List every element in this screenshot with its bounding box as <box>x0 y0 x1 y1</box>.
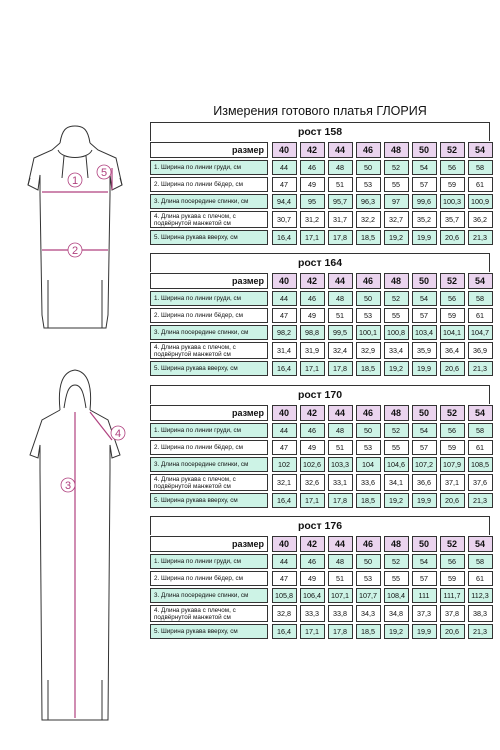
size-cell: 40 <box>272 536 297 552</box>
value-cell: 49 <box>300 177 325 192</box>
measurement-label: 2. Ширина по линии бёдер, см <box>150 308 268 323</box>
value-cell: 36,9 <box>468 342 493 359</box>
table-row <box>150 159 490 176</box>
value-cell: 57 <box>412 177 437 192</box>
size-label: размер <box>150 405 268 421</box>
value-cell: 48 <box>328 423 353 438</box>
value-cell: 99,5 <box>328 325 353 340</box>
size-cell: 44 <box>328 536 353 552</box>
table-row <box>150 210 490 229</box>
size-cell: 48 <box>384 405 409 421</box>
value-cell: 32,9 <box>356 342 381 359</box>
value-cell: 54 <box>412 554 437 569</box>
value-cell: 96,3 <box>356 194 381 209</box>
marker-3-label: 3 <box>64 480 72 492</box>
value-cell: 56 <box>440 423 465 438</box>
size-table <box>150 385 490 509</box>
value-cell: 52 <box>384 291 409 306</box>
value-cell: 21,3 <box>468 361 493 376</box>
value-cell: 95,7 <box>328 194 353 209</box>
table-row <box>150 456 490 473</box>
value-cell: 19,9 <box>412 361 437 376</box>
value-cell: 51 <box>328 571 353 586</box>
value-cell: 18,5 <box>356 624 381 639</box>
measurement-label: 5. Ширина рукава вверху, см <box>150 624 268 639</box>
value-cell: 49 <box>300 571 325 586</box>
size-cell: 50 <box>412 273 437 289</box>
measurement-label: 5. Ширина рукава вверху, см <box>150 493 268 508</box>
marker-1-label: 1 <box>71 175 79 187</box>
value-cell: 47 <box>272 308 297 323</box>
value-cell: 31,7 <box>328 211 353 228</box>
value-cell: 19,9 <box>412 493 437 508</box>
value-cell: 31,4 <box>272 342 297 359</box>
value-cell: 108,4 <box>384 588 409 603</box>
measurement-label: 1. Ширина по линии груди, см <box>150 423 268 438</box>
size-cell: 48 <box>384 273 409 289</box>
value-cell: 48 <box>328 160 353 175</box>
value-cell: 107,7 <box>356 588 381 603</box>
value-cell: 57 <box>412 308 437 323</box>
value-cell: 19,9 <box>412 230 437 245</box>
size-cell: 46 <box>356 405 381 421</box>
size-header-row <box>150 272 490 290</box>
table-row <box>150 587 490 604</box>
value-cell: 32,6 <box>300 474 325 491</box>
measurement-label: 1. Ширина по линии груди, см <box>150 160 268 175</box>
value-cell: 36,2 <box>468 211 493 228</box>
table-row <box>150 307 490 324</box>
value-cell: 37,8 <box>440 605 465 622</box>
value-cell: 98,2 <box>272 325 297 340</box>
value-cell: 108,5 <box>468 457 493 472</box>
table-row <box>150 360 490 377</box>
height-heading: рост 170 <box>150 385 490 404</box>
value-cell: 54 <box>412 160 437 175</box>
size-cell: 42 <box>300 273 325 289</box>
size-cell: 52 <box>440 405 465 421</box>
value-cell: 100,1 <box>356 325 381 340</box>
table-row <box>150 229 490 246</box>
value-cell: 97 <box>384 194 409 209</box>
size-header-row <box>150 535 490 553</box>
value-cell: 100,8 <box>384 325 409 340</box>
value-cell: 21,3 <box>468 230 493 245</box>
size-cell: 42 <box>300 405 325 421</box>
value-cell: 36,4 <box>440 342 465 359</box>
size-cell: 48 <box>384 142 409 158</box>
value-cell: 100,3 <box>440 194 465 209</box>
marker-2-label: 2 <box>71 245 79 257</box>
value-cell: 53 <box>356 177 381 192</box>
measurement-label: 3. Длина посередине спинки, см <box>150 588 268 603</box>
value-cell: 53 <box>356 571 381 586</box>
value-cell: 44 <box>272 423 297 438</box>
value-cell: 46 <box>300 423 325 438</box>
value-cell: 19,2 <box>384 624 409 639</box>
size-header-row <box>150 404 490 422</box>
value-cell: 50 <box>356 554 381 569</box>
value-cell: 50 <box>356 160 381 175</box>
value-cell: 112,3 <box>468 588 493 603</box>
value-cell: 18,5 <box>356 230 381 245</box>
value-cell: 33,8 <box>328 605 353 622</box>
value-cell: 47 <box>272 177 297 192</box>
height-heading: рост 164 <box>150 253 490 272</box>
size-label: размер <box>150 142 268 158</box>
value-cell: 105,8 <box>272 588 297 603</box>
page-title: Измерения готового платья ГЛОРИЯ <box>213 104 427 118</box>
size-table <box>150 516 490 640</box>
table-row <box>150 439 490 456</box>
value-cell: 32,4 <box>328 342 353 359</box>
size-cell: 44 <box>328 273 353 289</box>
size-cell: 52 <box>440 273 465 289</box>
value-cell: 61 <box>468 308 493 323</box>
value-cell: 17,1 <box>300 361 325 376</box>
value-cell: 46 <box>300 291 325 306</box>
size-cell: 52 <box>440 536 465 552</box>
value-cell: 32,7 <box>384 211 409 228</box>
size-cell: 54 <box>468 405 493 421</box>
value-cell: 20,6 <box>440 230 465 245</box>
value-cell: 102 <box>272 457 297 472</box>
value-cell: 111,7 <box>440 588 465 603</box>
value-cell: 50 <box>356 291 381 306</box>
value-cell: 53 <box>356 440 381 455</box>
value-cell: 52 <box>384 423 409 438</box>
value-cell: 55 <box>384 440 409 455</box>
table-row <box>150 290 490 307</box>
size-header-row <box>150 141 490 159</box>
size-cell: 46 <box>356 142 381 158</box>
size-label: размер <box>150 273 268 289</box>
value-cell: 48 <box>328 554 353 569</box>
value-cell: 47 <box>272 440 297 455</box>
value-cell: 17,8 <box>328 361 353 376</box>
value-cell: 37,1 <box>440 474 465 491</box>
size-cell: 50 <box>412 536 437 552</box>
value-cell: 31,9 <box>300 342 325 359</box>
height-heading: рост 176 <box>150 516 490 535</box>
table-row <box>150 473 490 492</box>
value-cell: 52 <box>384 554 409 569</box>
size-cell: 46 <box>356 273 381 289</box>
measurement-label: 3. Длина посередине спинки, см <box>150 325 268 340</box>
value-cell: 17,8 <box>328 624 353 639</box>
measurement-label: 5. Ширина рукава вверху, см <box>150 361 268 376</box>
value-cell: 16,4 <box>272 624 297 639</box>
size-cell: 40 <box>272 142 297 158</box>
value-cell: 104 <box>356 457 381 472</box>
value-cell: 95 <box>300 194 325 209</box>
value-cell: 56 <box>440 160 465 175</box>
value-cell: 17,8 <box>328 493 353 508</box>
value-cell: 18,5 <box>356 361 381 376</box>
size-table <box>150 253 490 377</box>
table-row <box>150 422 490 439</box>
measurement-label: 3. Длина посередине спинки, см <box>150 194 268 209</box>
value-cell: 49 <box>300 440 325 455</box>
size-cell: 52 <box>440 142 465 158</box>
size-cell: 46 <box>356 536 381 552</box>
size-cell: 44 <box>328 405 353 421</box>
value-cell: 103,4 <box>412 325 437 340</box>
value-cell: 20,6 <box>440 624 465 639</box>
value-cell: 59 <box>440 177 465 192</box>
value-cell: 17,1 <box>300 230 325 245</box>
table-row <box>150 341 490 360</box>
value-cell: 34,8 <box>384 605 409 622</box>
dress-sketches <box>0 0 150 750</box>
measurement-label: 1. Ширина по линии груди, см <box>150 554 268 569</box>
table-row <box>150 623 490 640</box>
value-cell: 21,3 <box>468 493 493 508</box>
value-cell: 16,4 <box>272 493 297 508</box>
measurement-label: 4. Длина рукава с плечом, с подвёрнутой манжетой см <box>150 342 268 359</box>
measurement-label: 4. Длина рукава с плечом, с подвёрнутой манжетой см <box>150 211 268 228</box>
value-cell: 35,2 <box>412 211 437 228</box>
size-cell: 42 <box>300 536 325 552</box>
value-cell: 35,7 <box>440 211 465 228</box>
measurement-label: 2. Ширина по линии бёдер, см <box>150 177 268 192</box>
size-cell: 40 <box>272 405 297 421</box>
value-cell: 58 <box>468 291 493 306</box>
value-cell: 51 <box>328 177 353 192</box>
value-cell: 55 <box>384 308 409 323</box>
value-cell: 32,1 <box>272 474 297 491</box>
value-cell: 55 <box>384 571 409 586</box>
value-cell: 58 <box>468 423 493 438</box>
value-cell: 54 <box>412 291 437 306</box>
value-cell: 59 <box>440 440 465 455</box>
table-row <box>150 193 490 210</box>
size-cell: 54 <box>468 142 493 158</box>
value-cell: 58 <box>468 554 493 569</box>
value-cell: 59 <box>440 308 465 323</box>
value-cell: 54 <box>412 423 437 438</box>
value-cell: 106,4 <box>300 588 325 603</box>
measurement-label: 2. Ширина по линии бёдер, см <box>150 440 268 455</box>
value-cell: 46 <box>300 554 325 569</box>
value-cell: 20,6 <box>440 493 465 508</box>
value-cell: 34,1 <box>384 474 409 491</box>
value-cell: 38,3 <box>468 605 493 622</box>
size-cell: 54 <box>468 273 493 289</box>
value-cell: 56 <box>440 554 465 569</box>
table-row <box>150 176 490 193</box>
value-cell: 102,6 <box>300 457 325 472</box>
value-cell: 19,2 <box>384 361 409 376</box>
size-cell: 50 <box>412 142 437 158</box>
value-cell: 51 <box>328 440 353 455</box>
measurement-label: 2. Ширина по линии бёдер, см <box>150 571 268 586</box>
value-cell: 19,2 <box>384 493 409 508</box>
table-row <box>150 324 490 341</box>
size-cell: 48 <box>384 536 409 552</box>
value-cell: 20,6 <box>440 361 465 376</box>
size-cell: 50 <box>412 405 437 421</box>
value-cell: 48 <box>328 291 353 306</box>
value-cell: 104,7 <box>468 325 493 340</box>
value-cell: 103,3 <box>328 457 353 472</box>
value-cell: 100,9 <box>468 194 493 209</box>
value-cell: 44 <box>272 291 297 306</box>
marker-5-label: 5 <box>100 167 108 179</box>
value-cell: 50 <box>356 423 381 438</box>
value-cell: 61 <box>468 177 493 192</box>
size-cell: 44 <box>328 142 353 158</box>
value-cell: 18,5 <box>356 493 381 508</box>
size-cell: 54 <box>468 536 493 552</box>
table-row <box>150 492 490 509</box>
value-cell: 17,1 <box>300 624 325 639</box>
measurement-label: 1. Ширина по линии груди, см <box>150 291 268 306</box>
height-heading: рост 158 <box>150 122 490 141</box>
value-cell: 33,6 <box>356 474 381 491</box>
value-cell: 94,4 <box>272 194 297 209</box>
value-cell: 53 <box>356 308 381 323</box>
value-cell: 36,6 <box>412 474 437 491</box>
value-cell: 51 <box>328 308 353 323</box>
value-cell: 59 <box>440 571 465 586</box>
value-cell: 107,1 <box>328 588 353 603</box>
value-cell: 58 <box>468 160 493 175</box>
value-cell: 19,9 <box>412 624 437 639</box>
value-cell: 33,4 <box>384 342 409 359</box>
value-cell: 107,2 <box>412 457 437 472</box>
value-cell: 31,2 <box>300 211 325 228</box>
value-cell: 98,8 <box>300 325 325 340</box>
value-cell: 37,6 <box>468 474 493 491</box>
value-cell: 49 <box>300 308 325 323</box>
value-cell: 32,2 <box>356 211 381 228</box>
value-cell: 61 <box>468 571 493 586</box>
value-cell: 16,4 <box>272 361 297 376</box>
measurement-label: 4. Длина рукава с плечом, с подвёрнутой манжетой см <box>150 474 268 491</box>
value-cell: 44 <box>272 160 297 175</box>
value-cell: 32,8 <box>272 605 297 622</box>
measurement-label: 3. Длина посередине спинки, см <box>150 457 268 472</box>
table-row <box>150 604 490 623</box>
value-cell: 35,9 <box>412 342 437 359</box>
measurement-label: 5. Ширина рукава вверху, см <box>150 230 268 245</box>
value-cell: 21,3 <box>468 624 493 639</box>
front-dress-sketch <box>28 126 122 328</box>
value-cell: 104,6 <box>384 457 409 472</box>
value-cell: 17,1 <box>300 493 325 508</box>
value-cell: 61 <box>468 440 493 455</box>
value-cell: 44 <box>272 554 297 569</box>
value-cell: 57 <box>412 571 437 586</box>
value-cell: 107,9 <box>440 457 465 472</box>
table-row <box>150 553 490 570</box>
value-cell: 33,3 <box>300 605 325 622</box>
value-cell: 46 <box>300 160 325 175</box>
value-cell: 57 <box>412 440 437 455</box>
size-table <box>150 122 490 246</box>
value-cell: 47 <box>272 571 297 586</box>
value-cell: 37,3 <box>412 605 437 622</box>
value-cell: 17,8 <box>328 230 353 245</box>
value-cell: 34,3 <box>356 605 381 622</box>
size-cell: 40 <box>272 273 297 289</box>
value-cell: 99,6 <box>412 194 437 209</box>
value-cell: 33,1 <box>328 474 353 491</box>
value-cell: 52 <box>384 160 409 175</box>
measurement-label: 4. Длина рукава с плечом, с подвёрнутой манжетой см <box>150 605 268 622</box>
marker-4-label: 4 <box>114 428 122 440</box>
table-row <box>150 570 490 587</box>
value-cell: 104,1 <box>440 325 465 340</box>
value-cell: 55 <box>384 177 409 192</box>
size-label: размер <box>150 536 268 552</box>
size-cell: 42 <box>300 142 325 158</box>
value-cell: 56 <box>440 291 465 306</box>
value-cell: 30,7 <box>272 211 297 228</box>
value-cell: 19,2 <box>384 230 409 245</box>
value-cell: 16,4 <box>272 230 297 245</box>
value-cell: 111 <box>412 588 437 603</box>
